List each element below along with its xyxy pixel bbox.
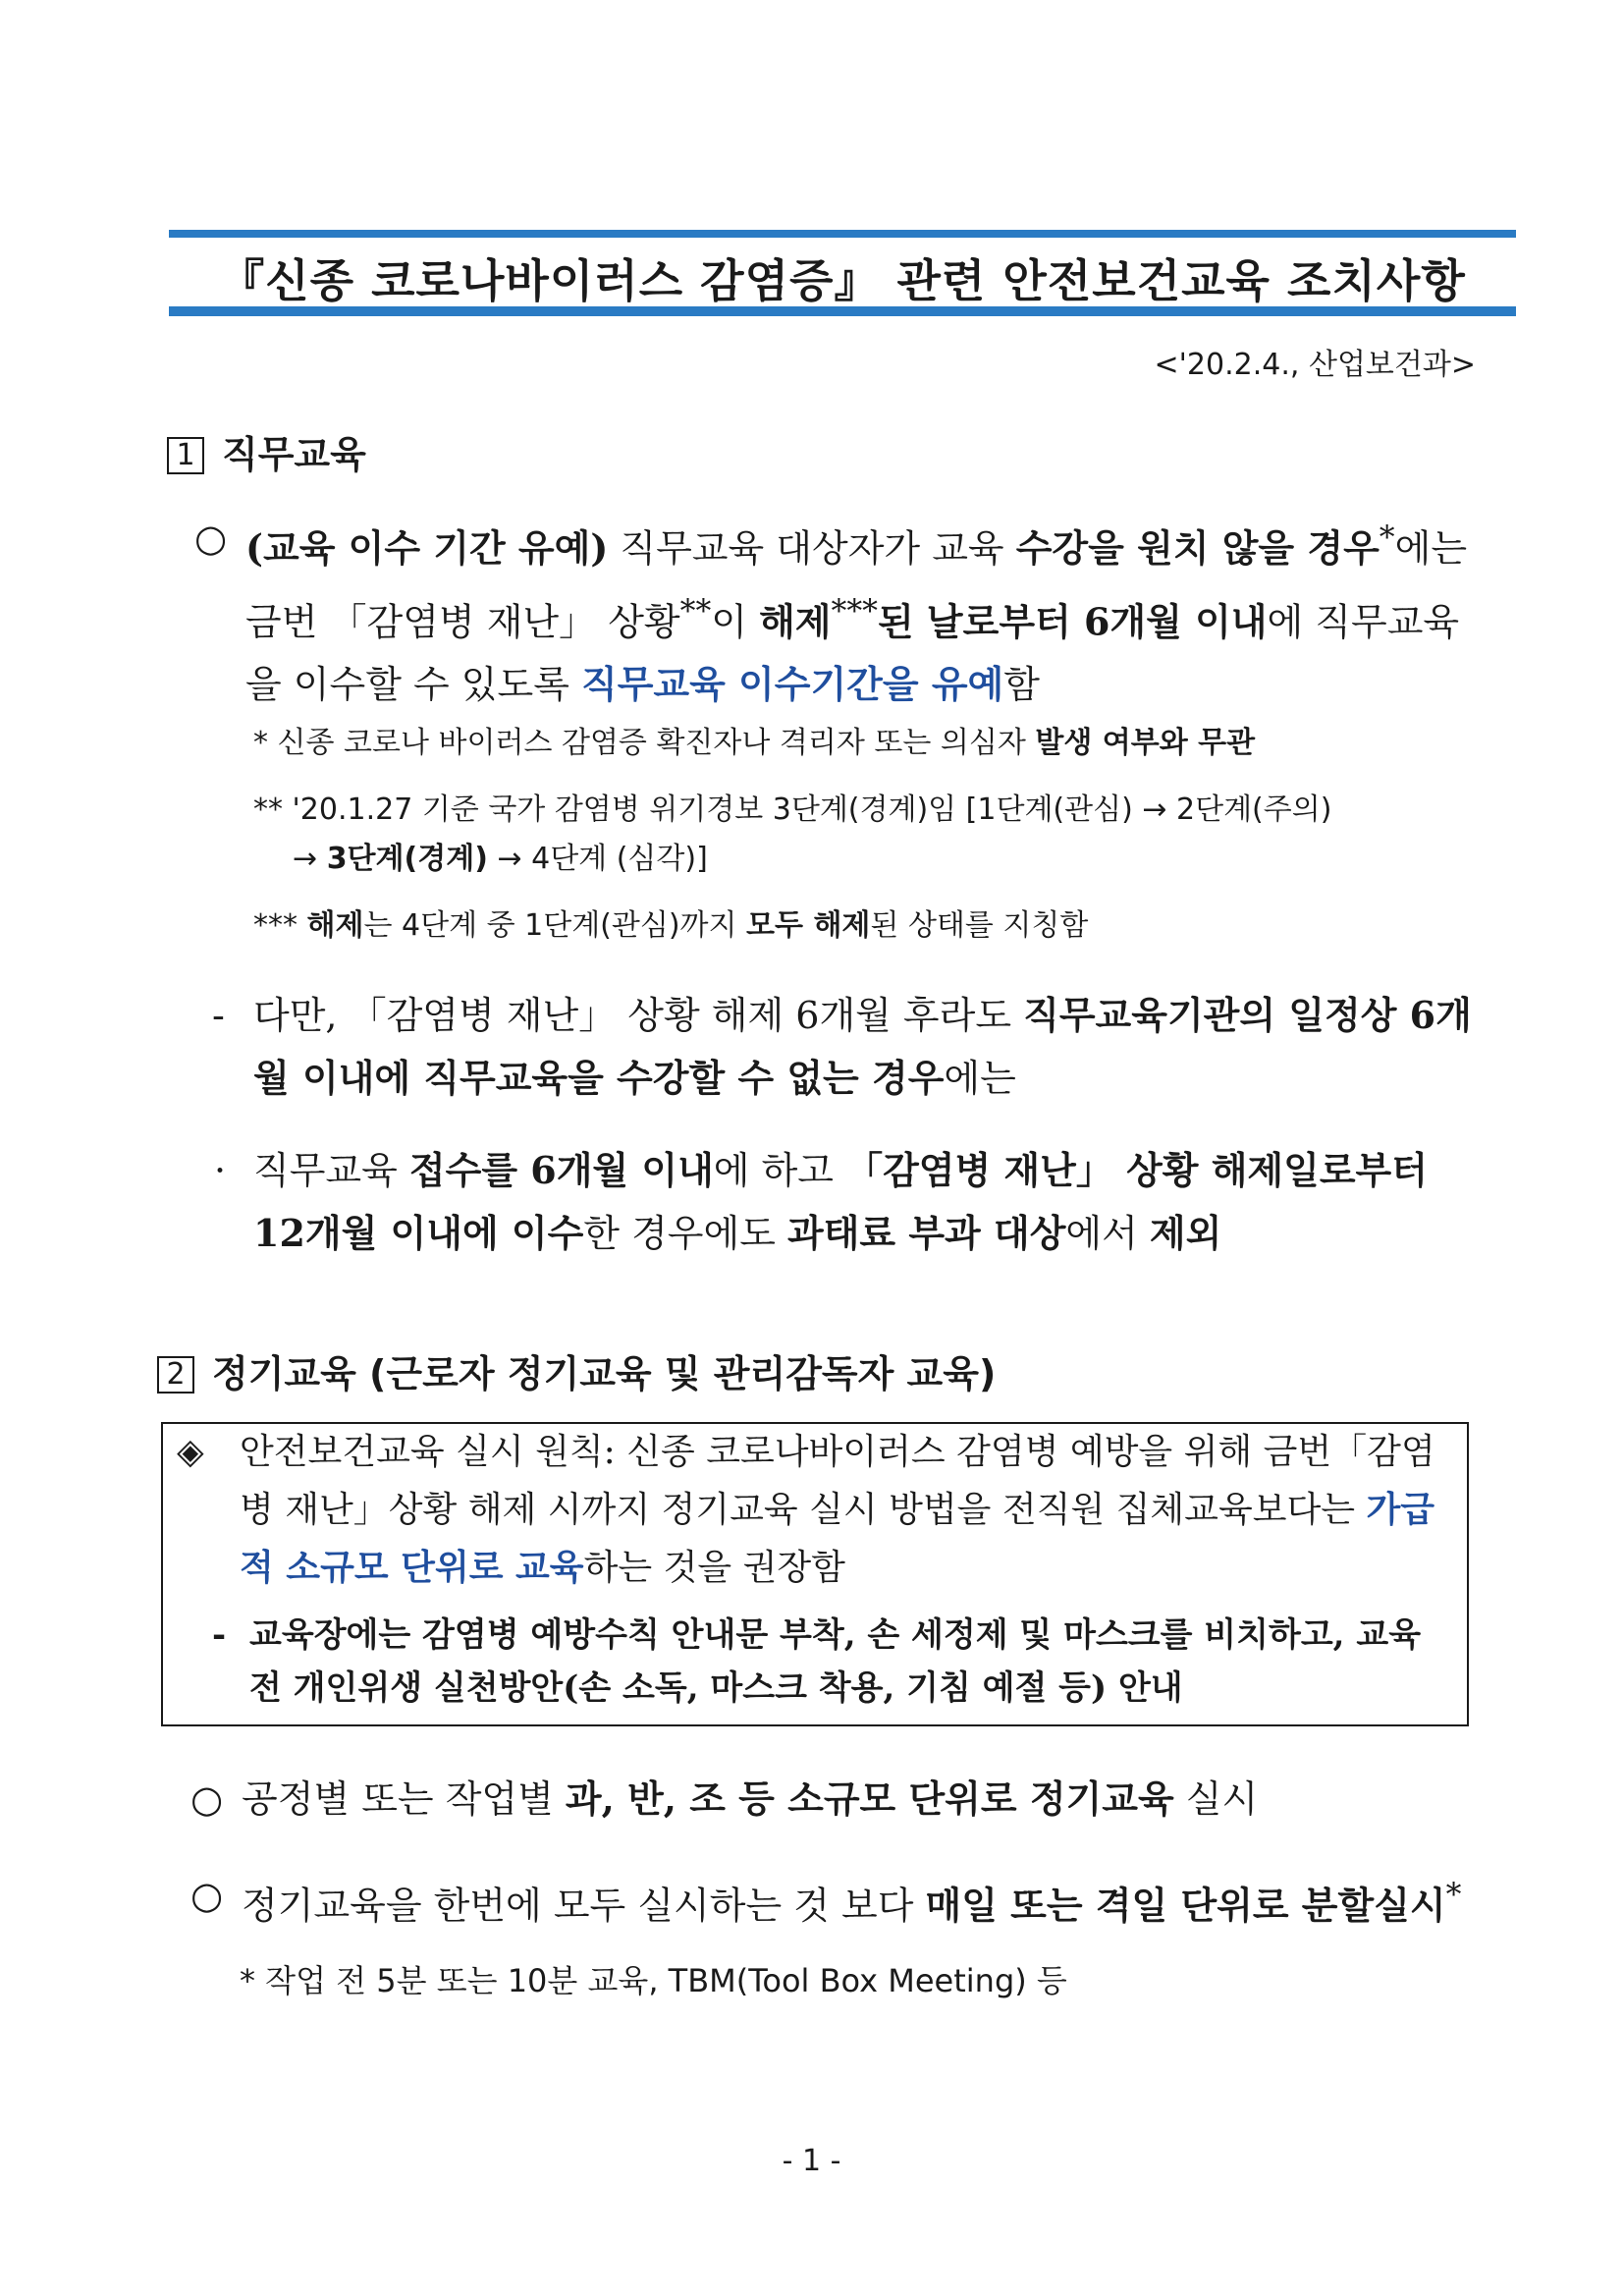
circle-bullet-icon: ○ (190, 1777, 224, 1821)
section1-note1: * 신종 코로나 바이러스 감염증 확진자나 격리자 또는 의심자 발생 여부와 무관 (253, 726, 1256, 760)
document-title: 『신종 코로나바이러스 감염증』 관련 안전보건교육 조치사항 (219, 254, 1466, 307)
section1-dot-paragraph: · 직무교육 접수를 6개월 이내에 하고 「감염병 재난」 상황 해제일로부터 12개월 이내에 이수한 경우에도 과태료 부과 대상에서 제외 (253, 1139, 1481, 1265)
section1-title: 직무교육 (222, 433, 366, 476)
section1-number: 1 (167, 437, 204, 474)
dash-bullet-icon: - (212, 1615, 227, 1655)
principle-text: ◈ 안전보건교육 실시 원칙: 신종 코로나바이러스 감염병 예방을 위해 금번「감염병 재난」상황 해제 시까지 정기교육 실시 방법을 전직원 집체교육보다는 가급적 소규모 단위로 교육하는 것을 권장함 (240, 1424, 1455, 1597)
section2-item1: ○ 공정별 또는 작업별 과, 반, 조 등 소규모 단위로 정기교육 실시 (242, 1768, 1481, 1831)
page-number: - 1 - (782, 2144, 841, 2178)
section2-heading (157, 1343, 996, 1397)
section1-note2: ** '20.1.27 기준 국가 감염병 위기경보 3단계(경계)임 [1단계(관심) → 2단계(주의) (253, 793, 1332, 827)
section2-number: 2 (157, 1356, 194, 1394)
section1-heading (167, 424, 366, 478)
section1-note3: *** 해제는 4단계 중 1단계(관심)까지 모두 해제된 상태를 지칭함 (253, 908, 1089, 943)
section2-item2: ○ 정기교육을 한번에 모두 실시하는 것 보다 매일 또는 격일 단위로 분할실시* (242, 1864, 1481, 1938)
dash-bullet-icon: - (212, 994, 225, 1037)
section1-paragraph: ○ (교육 이수 기간 유예) 직무교육 대상자가 교육 수강을 원치 않을 경우*에는 금번 「감염병 재난」 상황**이 해제***된 날로부터 6개월 이내에 직무교육을 이수할 수 있도록 직무교육 이수기간을 유예함 (245, 507, 1481, 716)
section2-note: * 작업 전 5분 또는 10분 교육, TBM(Tool Box Meeting) 등 (240, 1962, 1067, 1999)
document-date: <'20.2.4., 산업보건과> (1154, 348, 1476, 382)
section1-dash-paragraph: - 다만, 「감염병 재난」 상황 해제 6개월 후라도 직무교육기관의 일정상 6개월 이내에 직무교육을 수강할 수 없는 경우에는 (253, 984, 1481, 1110)
circle-bullet-icon: ○ (190, 1874, 224, 1917)
title-bar-top (169, 230, 1516, 238)
section2-title: 정기교육 (근로자 정기교육 및 관리감독자 교육) (212, 1352, 997, 1395)
diamond-bullet-icon: ◈ (177, 1432, 204, 1472)
principle-dash-text: - 교육장에는 감염병 예방수칙 안내문 부착, 손 세정제 및 마스크를 비치하고, 교육 전 개인위생 실천방안(손 소독, 마스크 착용, 기침 예절 등) 안내 (249, 1609, 1455, 1715)
circle-bullet-icon: ○ (194, 517, 228, 560)
dot-bullet-icon: · (214, 1149, 227, 1192)
section1-note2-cont: → 3단계(경계) → 4단계 (심각)] (293, 842, 708, 876)
